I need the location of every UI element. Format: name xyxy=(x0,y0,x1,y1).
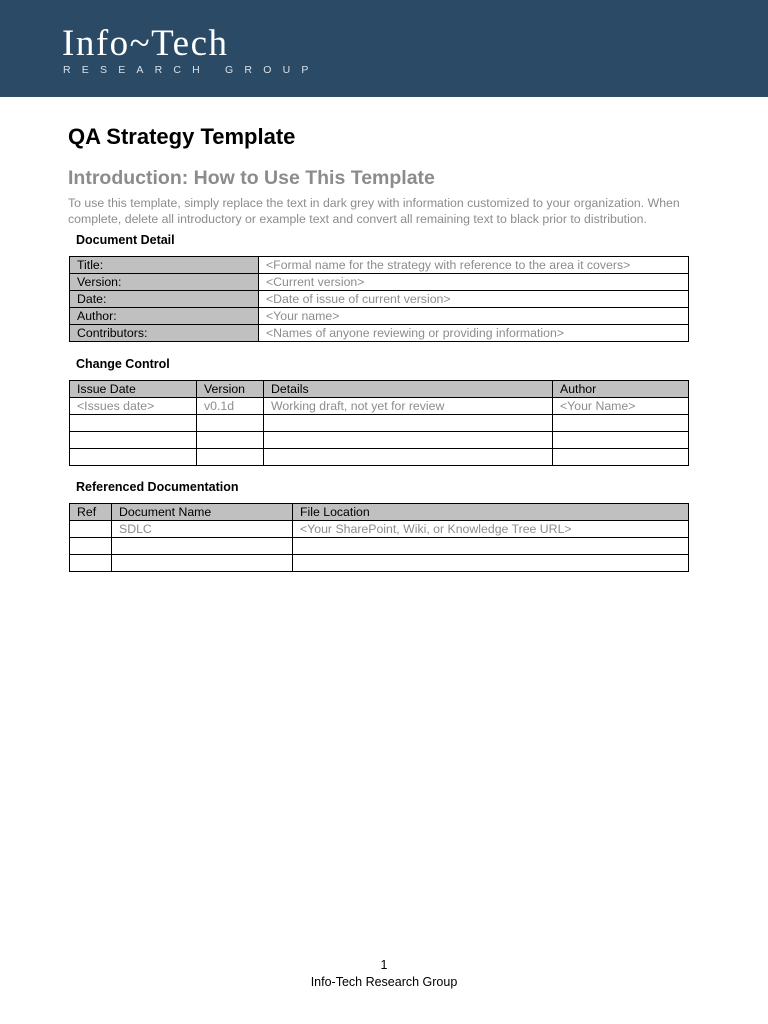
table-row xyxy=(70,308,689,325)
table-cell[interactable] xyxy=(70,449,197,466)
column-header: Author xyxy=(553,381,689,398)
field-value[interactable]: <Current version> xyxy=(259,274,689,291)
field-value[interactable]: <Formal name for the strategy with reference to the area it covers> xyxy=(259,257,689,274)
company-logo: Info~Tech xyxy=(62,23,229,64)
table-cell[interactable] xyxy=(553,449,689,466)
referenced-documentation-label: Referenced Documentation xyxy=(76,480,239,494)
column-header: Issue Date xyxy=(70,381,197,398)
table-cell[interactable] xyxy=(553,415,689,432)
field-value[interactable]: <Names of anyone reviewing or providing information> xyxy=(259,325,689,342)
field-label: Author: xyxy=(70,308,259,325)
column-header: File Location xyxy=(293,504,689,521)
field-label: Version: xyxy=(70,274,259,291)
table-cell[interactable]: <Your Name> xyxy=(553,398,689,415)
field-value[interactable]: <Date of issue of current version> xyxy=(259,291,689,308)
document-title: QA Strategy Template xyxy=(68,124,296,149)
table-row xyxy=(70,398,689,415)
table-cell[interactable] xyxy=(70,521,112,538)
table-row xyxy=(70,538,689,555)
field-label: Date: xyxy=(70,291,259,308)
document-detail-table xyxy=(69,256,689,342)
field-label: Title: xyxy=(70,257,259,274)
table-cell[interactable] xyxy=(264,449,553,466)
field-label: Contributors: xyxy=(70,325,259,342)
table-cell[interactable]: v0.1d xyxy=(197,398,264,415)
document-detail-label: Document Detail xyxy=(76,233,175,247)
table-cell[interactable] xyxy=(70,415,197,432)
table-cell[interactable]: <Issues date> xyxy=(70,398,197,415)
company-logo-subtitle: RESEARCH GROUP xyxy=(63,64,320,76)
table-cell[interactable] xyxy=(264,432,553,449)
footer-organization: Info-Tech Research Group xyxy=(310,975,458,989)
field-value[interactable]: <Your name> xyxy=(259,308,689,325)
column-header: Version xyxy=(197,381,264,398)
table-cell[interactable] xyxy=(70,538,112,555)
table-row xyxy=(70,521,689,538)
table-row xyxy=(70,415,689,432)
table-cell[interactable] xyxy=(293,555,689,572)
table-row xyxy=(70,325,689,342)
table-header-row xyxy=(70,504,689,521)
table-row xyxy=(70,257,689,274)
table-cell[interactable] xyxy=(293,538,689,555)
table-cell[interactable] xyxy=(553,432,689,449)
table-cell[interactable] xyxy=(112,538,293,555)
table-row xyxy=(70,555,689,572)
table-cell[interactable] xyxy=(112,555,293,572)
table-cell[interactable] xyxy=(197,432,264,449)
change-control-label: Change Control xyxy=(76,357,170,371)
intro-heading: Introduction: How to Use This Template xyxy=(68,167,435,189)
table-row xyxy=(70,274,689,291)
table-cell[interactable]: Working draft, not yet for review xyxy=(264,398,553,415)
column-header: Details xyxy=(264,381,553,398)
table-row xyxy=(70,449,689,466)
column-header: Ref xyxy=(70,504,112,521)
referenced-documentation-table xyxy=(69,503,689,572)
page-number: 1 xyxy=(380,958,388,972)
column-header: Document Name xyxy=(112,504,293,521)
intro-text: To use this template, simply replace the text in dark grey with information customized to your organization. When complete, delete all introductory or example text and convert all remaining text to black prior to distribution. xyxy=(68,196,680,226)
table-cell[interactable] xyxy=(197,415,264,432)
table-cell[interactable]: <Your SharePoint, Wiki, or Knowledge Tree URL> xyxy=(293,521,689,538)
table-row xyxy=(70,291,689,308)
table-cell[interactable] xyxy=(70,432,197,449)
change-control-table xyxy=(69,380,689,466)
table-cell[interactable] xyxy=(70,555,112,572)
table-header-row xyxy=(70,381,689,398)
table-cell[interactable] xyxy=(197,449,264,466)
table-cell[interactable]: SDLC xyxy=(112,521,293,538)
table-cell[interactable] xyxy=(264,415,553,432)
table-row xyxy=(70,432,689,449)
header-banner xyxy=(0,0,768,97)
